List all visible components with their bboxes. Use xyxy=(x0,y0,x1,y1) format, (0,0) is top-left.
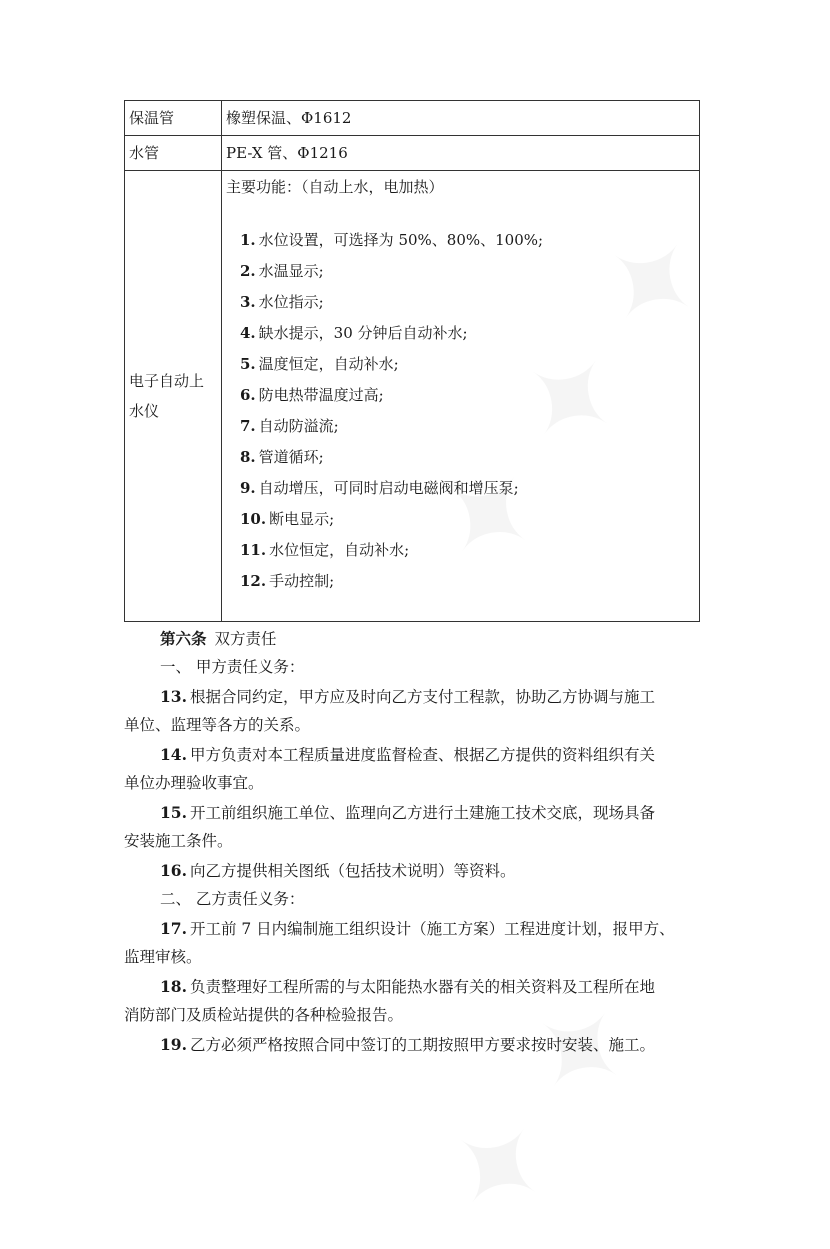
item-number: 12. xyxy=(240,572,267,590)
row-label: 水管 xyxy=(125,136,222,171)
item-number: 2. xyxy=(240,262,256,280)
clause-line xyxy=(124,1030,704,1059)
item-number: 7. xyxy=(240,417,256,435)
list-item xyxy=(240,380,695,411)
clause-text: 向乙方提供相关图纸（包括技术说明）等资料。 xyxy=(189,862,516,880)
item-text: 水位指示; xyxy=(258,293,324,311)
clause-number: 16. xyxy=(160,861,187,880)
list-item xyxy=(240,442,695,473)
item-text: 水温显示; xyxy=(258,262,324,280)
item-number: 10. xyxy=(240,510,267,528)
row-label: 保温管 xyxy=(125,101,222,136)
item-number: 9. xyxy=(240,479,256,497)
article-heading xyxy=(124,624,704,653)
clause-number: 17. xyxy=(160,919,187,938)
article-title: 双方责任 xyxy=(214,630,277,648)
table-row xyxy=(125,171,700,622)
party-a-title: 一、 甲方责任义务： xyxy=(160,658,305,676)
list-item xyxy=(240,473,695,504)
clause-line xyxy=(124,914,704,943)
spec-table xyxy=(124,100,700,622)
item-number: 1. xyxy=(240,231,256,249)
clause-number: 14. xyxy=(160,745,187,764)
clause-text: 根据合同约定，甲方应及时向乙方支付工程款，协助乙方协调与施工 xyxy=(189,688,655,706)
article-body xyxy=(124,624,704,1059)
item-number: 8. xyxy=(240,448,256,466)
party-b-title: 二、 乙方责任义务： xyxy=(160,890,305,908)
list-item xyxy=(240,566,695,597)
item-text: 断电显示; xyxy=(269,510,335,528)
clause-text: 乙方必须严格按照合同中签订的工期按照甲方要求按时安装、施工。 xyxy=(189,1036,655,1054)
table-row xyxy=(125,136,700,171)
item-text: 自动增压，可同时启动电磁阀和增压泵; xyxy=(258,479,519,497)
clause-line xyxy=(124,856,704,885)
clause-continuation: 监理审核。 xyxy=(124,948,202,966)
clause-number: 19. xyxy=(160,1035,187,1054)
clause-text: 负责整理好工程所需的与太阳能热水器有关的相关资料及工程所在地 xyxy=(189,978,655,996)
item-text: 缺水提示，30 分钟后自动补水; xyxy=(258,324,468,342)
clause-number: 15. xyxy=(160,803,187,822)
clause-line xyxy=(124,740,704,769)
clause-line xyxy=(124,682,704,711)
list-item xyxy=(240,225,695,256)
item-number: 4. xyxy=(240,324,256,342)
list-item xyxy=(240,318,695,349)
item-text: 水位设置，可选择为 50%、80%、100%; xyxy=(258,231,544,249)
list-item xyxy=(240,287,695,318)
clause-continuation: 单位、监理等各方的关系。 xyxy=(124,716,311,734)
item-number: 5. xyxy=(240,355,256,373)
item-text: 防电热带温度过高; xyxy=(258,386,384,404)
list-item xyxy=(240,349,695,380)
list-item xyxy=(240,411,695,442)
item-number: 6. xyxy=(240,386,256,404)
article-number: 第六条 xyxy=(160,629,207,648)
clause-line xyxy=(124,798,704,827)
clause-text: 开工前组织施工单位、监理向乙方进行土建施工技术交底，现场具备 xyxy=(189,804,655,822)
clause-continuation: 单位办理验收事宜。 xyxy=(124,774,264,792)
item-number: 11. xyxy=(240,541,267,559)
table-row xyxy=(125,101,700,136)
item-text: 温度恒定，自动补水; xyxy=(258,355,399,373)
function-title: 主要功能：（自动上水，电加热） xyxy=(226,178,444,196)
row-value: PE-X 管、Φ1216 xyxy=(222,136,700,171)
function-cell xyxy=(222,171,700,622)
clause-continuation: 消防部门及质检站提供的各种检验报告。 xyxy=(124,1006,404,1024)
list-item xyxy=(240,256,695,287)
clause-number: 13. xyxy=(160,687,187,706)
list-item xyxy=(240,504,695,535)
row-value: 橡塑保温、Φ1612 xyxy=(222,101,700,136)
clause-continuation: 安装施工条件。 xyxy=(124,832,233,850)
clause-text: 甲方负责对本工程质量进度监督检查、根据乙方提供的资料组织有关 xyxy=(189,746,655,764)
item-text: 手动控制; xyxy=(269,572,335,590)
item-number: 3. xyxy=(240,293,256,311)
item-text: 自动防溢流; xyxy=(258,417,339,435)
function-list xyxy=(226,225,695,597)
item-text: 水位恒定，自动补水; xyxy=(269,541,410,559)
item-text: 管道循环; xyxy=(258,448,324,466)
clause-text: 开工前 7 日内编制施工组织设计（施工方案）工程进度计划，报甲方、 xyxy=(189,920,675,938)
clause-line xyxy=(124,972,704,1001)
clause-number: 18. xyxy=(160,977,187,996)
row-label: 电子自动上水仪 xyxy=(125,171,222,622)
list-item xyxy=(240,535,695,566)
